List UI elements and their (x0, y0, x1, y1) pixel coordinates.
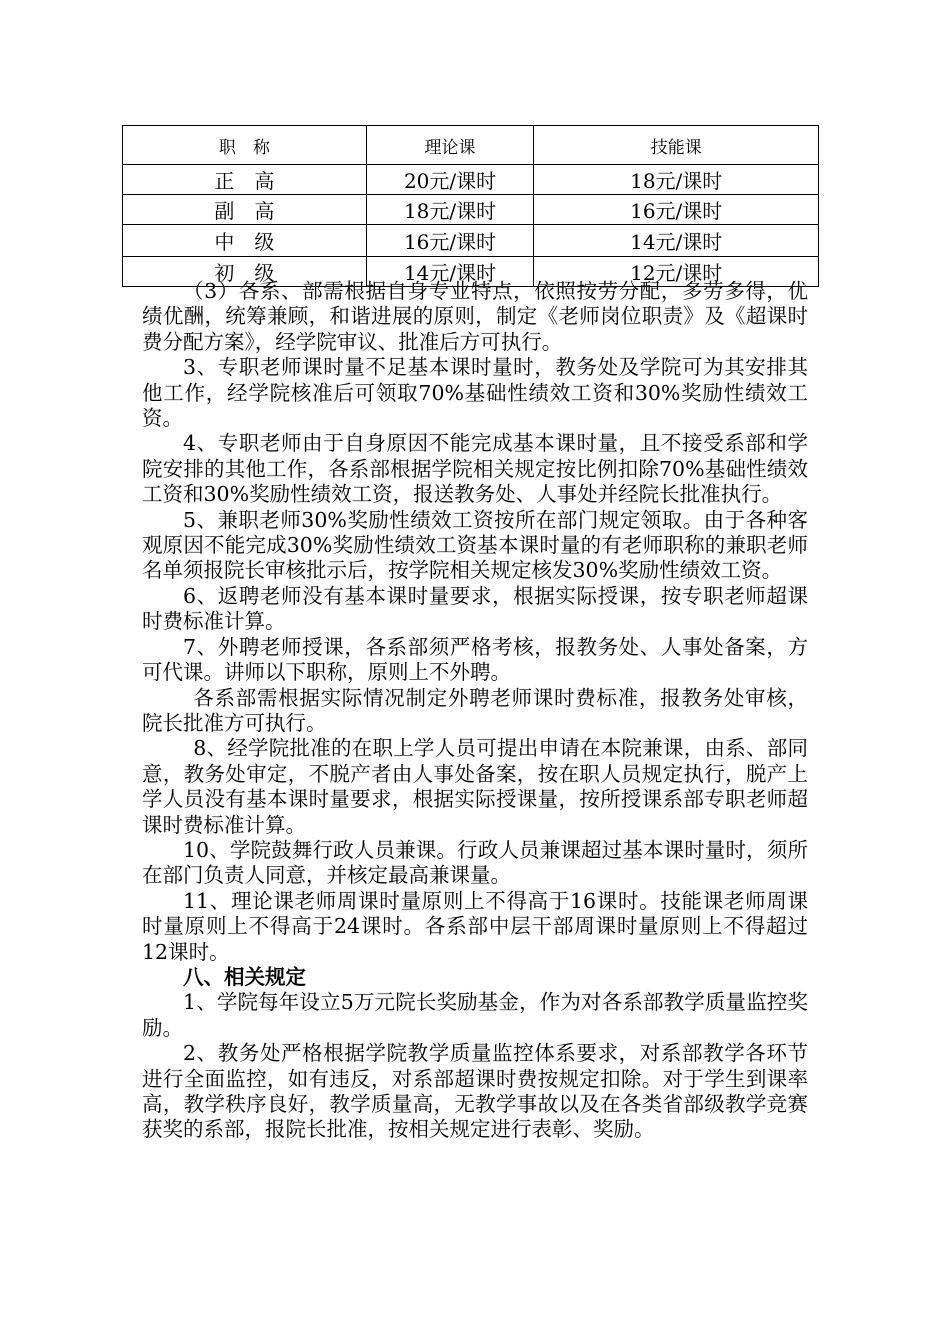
fee-table (122, 125, 819, 287)
paragraph: 3、专职老师课时量不足基本课时量时，教务处及学院可为其安排其他工作，经学院核准后可领取70%基础性绩效工资和30%奖励性绩效工资。 (142, 355, 808, 431)
row-skill: 16元/课时 (534, 195, 819, 225)
paragraph: 5、兼职老师30%奖励性绩效工资按所在部门规定领取。由于各种客观原因不能完成30%奖励性绩效工资基本课时量的有老师职称的兼职老师名单须报院长审核批示后，按学院相关规定核发30%奖励性绩效工资。 (142, 507, 808, 583)
row-theory: 14元/课时 (366, 257, 534, 287)
row-theory: 18元/课时 (366, 195, 534, 225)
table-row (123, 195, 819, 225)
row-skill: 12元/课时 (534, 257, 819, 287)
row-title: 初 级 (123, 257, 367, 287)
row-title: 正 高 (123, 165, 367, 195)
row-skill: 18元/课时 (534, 165, 819, 195)
paragraph: 2、教务处严格根据学院教学质量监控体系要求，对系部教学各环节进行全面监控，如有违反，对系部超课时费按规定扣除。对于学生到课率高，教学秩序良好，教学质量高，无教学事故以及在各类省部级教学竞赛获奖的系部，报院长批准，按相关规定进行表彰、奖励。 (142, 1041, 808, 1142)
body-text (142, 279, 808, 1143)
paragraph: 各系部需根据实际情况制定外聘老师课时费标准，报教务处审核，院长批准方可执行。 (142, 685, 808, 735)
header-skill: 技能课 (534, 126, 819, 165)
row-title: 中 级 (123, 225, 367, 257)
header-theory: 理论课 (366, 126, 534, 165)
paragraph: 6、返聘老师没有基本课时量要求，根据实际授课，按专职老师超课时费标准计算。 (142, 583, 808, 634)
row-skill: 14元/课时 (534, 225, 819, 257)
paragraph: 1、学院每年设立5万元院长奖励基金，作为对各系部教学质量监控奖励。 (142, 990, 808, 1040)
table-row (123, 165, 819, 195)
paragraph: （3）各系、部需根据自身专业特点，依照按劳分配，多劳多得，优绩优酬，统筹兼顾，和谐进展的原则，制定《老师岗位职责》及《超课时费分配方案》，经学院审议、批准后方可执行。 (142, 279, 808, 354)
row-title: 副 高 (123, 195, 367, 225)
paragraph: 10、学院鼓舞行政人员兼课。行政人员兼课超过基本课时量时，须所在部门负责人同意，并核定最高兼课量。 (142, 837, 808, 888)
paragraph: 4、专职老师由于自身原因不能完成基本课时量，且不接受系部和学院安排的其他工作，各系部根据学院相关规定按比例扣除70%基础性绩效工资和30%奖励性绩效工资，报送教务处、人事处并经院长批准执行。 (142, 431, 808, 507)
paragraph: 11、理论课老师周课时量原则上不得高于16课时。技能课老师周课时量原则上不得高于24课时。各系部中层干部周课时量原则上不得超过12课时。 (142, 888, 808, 964)
table-row (123, 225, 819, 257)
row-theory: 20元/课时 (366, 165, 534, 195)
section-heading: 八、相关规定 (183, 964, 306, 989)
paragraph: 7、外聘老师授课，各系部须严格考核，报教务处、人事处备案，方可代课。讲师以下职称，原则上不外聘。 (142, 634, 808, 685)
table-header-row (123, 126, 819, 165)
row-theory: 16元/课时 (366, 225, 534, 257)
paragraph: 8、经学院批准的在职上学人员可提出申请在本院兼课，由系、部同意，教务处审定，不脱产者由人事处备案，按在职人员规定执行，脱产上学人员没有基本课时量要求，根据实际授课量，按所授课系部专职老师超课时费标准计算。 (142, 736, 808, 837)
header-title: 职 称 (123, 126, 367, 165)
